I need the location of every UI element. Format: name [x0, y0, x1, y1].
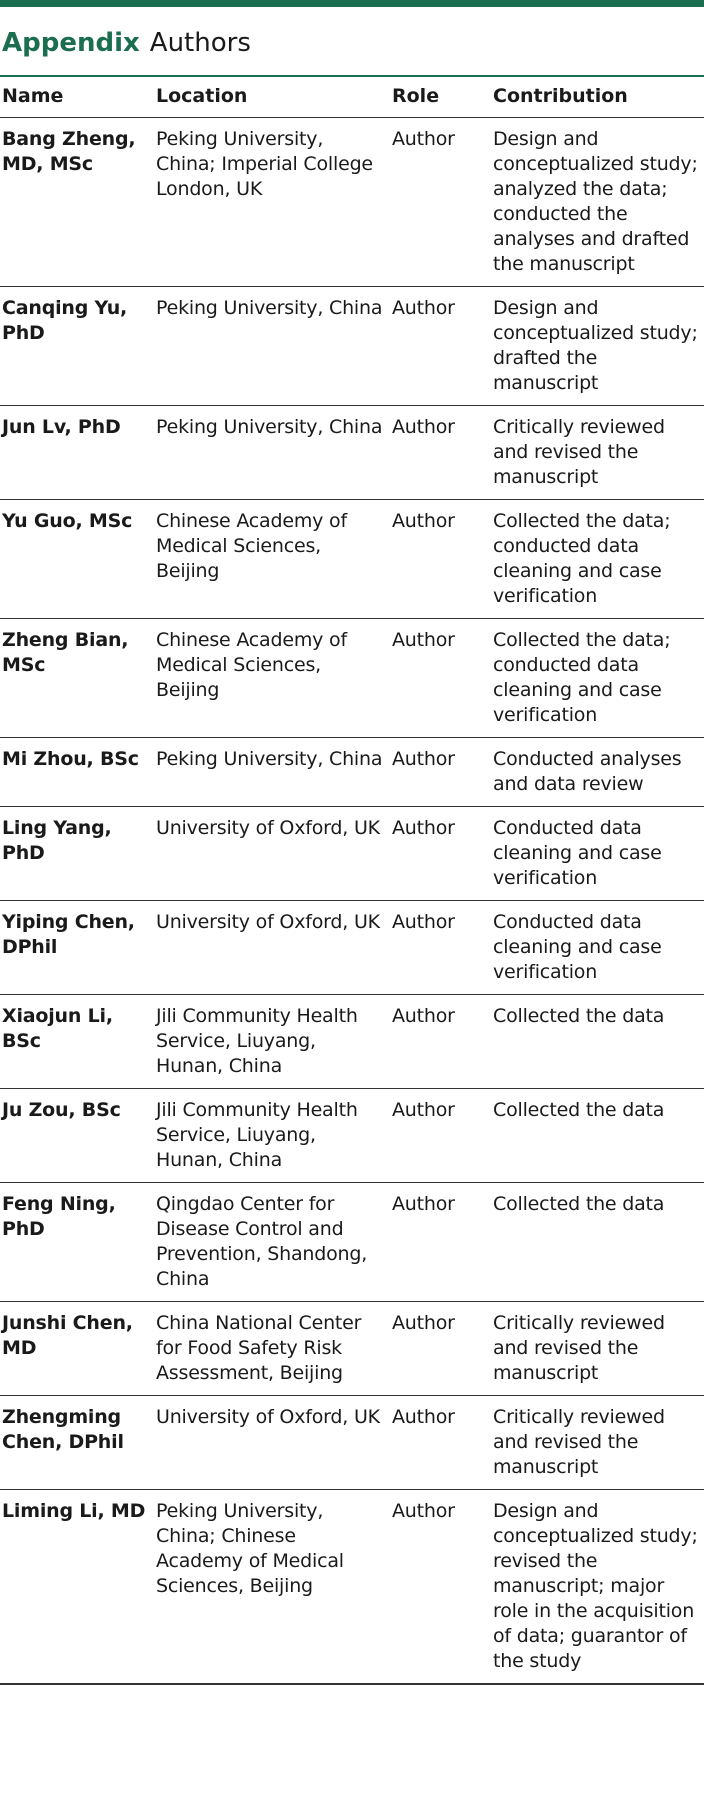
table-row	[0, 901, 704, 995]
column-header-contribution: Contribution	[493, 77, 704, 118]
cell-location: Jili Community Health Service, Liuyang, Hunan, China	[156, 995, 392, 1089]
cell-name: Zhengming Chen, DPhil	[0, 1396, 156, 1490]
cell-contribution: Design and conceptualized study; drafted the manuscript	[493, 287, 704, 406]
cell-role: Author	[392, 1183, 493, 1302]
table-row	[0, 287, 704, 406]
cell-name: Feng Ning, PhD	[0, 1183, 156, 1302]
column-header-role: Role	[392, 77, 493, 118]
table-row	[0, 1302, 704, 1396]
cell-role: Author	[392, 807, 493, 901]
table-row	[0, 1396, 704, 1490]
cell-name: Canqing Yu, PhD	[0, 287, 156, 406]
cell-name: Liming Li, MD	[0, 1490, 156, 1685]
cell-contribution: Collected the data	[493, 1089, 704, 1183]
cell-contribution: Conducted data cleaning and case verification	[493, 901, 704, 995]
cell-contribution: Conducted data cleaning and case verification	[493, 807, 704, 901]
cell-location: China National Center for Food Safety Risk Assessment, Beijing	[156, 1302, 392, 1396]
cell-role: Author	[392, 1490, 493, 1685]
cell-location: Jili Community Health Service, Liuyang, Hunan, China	[156, 1089, 392, 1183]
cell-location: Peking University, China	[156, 738, 392, 807]
cell-name: Xiaojun Li, BSc	[0, 995, 156, 1089]
cell-contribution: Design and conceptualized study; revised the manuscript; major role in the acquisition of data; guarantor of the study	[493, 1490, 704, 1685]
cell-name: Yu Guo, MSc	[0, 500, 156, 619]
top-accent-bar	[0, 0, 704, 7]
cell-contribution: Design and conceptualized study; analyzed the data; conducted the analyses and drafted the manuscript	[493, 118, 704, 287]
cell-location: University of Oxford, UK	[156, 807, 392, 901]
cell-role: Author	[392, 995, 493, 1089]
table-header-row	[0, 77, 704, 118]
cell-contribution: Critically reviewed and revised the manuscript	[493, 1396, 704, 1490]
cell-contribution: Conducted analyses and data review	[493, 738, 704, 807]
cell-contribution: Collected the data; conducted data cleaning and case verification	[493, 500, 704, 619]
cell-role: Author	[392, 1396, 493, 1490]
cell-role: Author	[392, 500, 493, 619]
cell-name: Ju Zou, BSc	[0, 1089, 156, 1183]
cell-contribution: Collected the data; conducted data cleaning and case verification	[493, 619, 704, 738]
cell-role: Author	[392, 619, 493, 738]
cell-location: Peking University, China; Imperial College London, UK	[156, 118, 392, 287]
cell-name: Yiping Chen, DPhil	[0, 901, 156, 995]
cell-role: Author	[392, 1089, 493, 1183]
cell-role: Author	[392, 1302, 493, 1396]
table-row	[0, 1089, 704, 1183]
table-row	[0, 406, 704, 500]
cell-role: Author	[392, 901, 493, 995]
column-header-name: Name	[0, 77, 156, 118]
cell-contribution: Critically reviewed and revised the manuscript	[493, 1302, 704, 1396]
table-row	[0, 995, 704, 1089]
cell-name: Ling Yang, PhD	[0, 807, 156, 901]
cell-role: Author	[392, 287, 493, 406]
cell-name: Junshi Chen, MD	[0, 1302, 156, 1396]
cell-location: Peking University, China	[156, 406, 392, 500]
cell-role: Author	[392, 118, 493, 287]
cell-location: University of Oxford, UK	[156, 901, 392, 995]
table-row	[0, 807, 704, 901]
cell-role: Author	[392, 406, 493, 500]
table-row	[0, 619, 704, 738]
table-row	[0, 118, 704, 287]
cell-name: Mi Zhou, BSc	[0, 738, 156, 807]
cell-location: Qingdao Center for Disease Control and Prevention, Shandong, China	[156, 1183, 392, 1302]
page-title	[2, 26, 251, 60]
cell-location: Peking University, China	[156, 287, 392, 406]
cell-location: University of Oxford, UK	[156, 1396, 392, 1490]
column-header-location: Location	[156, 77, 392, 118]
cell-location: Peking University, China; Chinese Academy of Medical Sciences, Beijing	[156, 1490, 392, 1685]
title-label: Appendix	[2, 28, 140, 58]
cell-name: Zheng Bian, MSc	[0, 619, 156, 738]
cell-location: Chinese Academy of Medical Sciences, Beijing	[156, 500, 392, 619]
table-row	[0, 500, 704, 619]
cell-name: Bang Zheng, MD, MSc	[0, 118, 156, 287]
cell-location: Chinese Academy of Medical Sciences, Beijing	[156, 619, 392, 738]
cell-contribution: Collected the data	[493, 1183, 704, 1302]
title-text: Authors	[149, 28, 251, 58]
authors-table	[0, 77, 704, 1685]
cell-contribution: Critically reviewed and revised the manuscript	[493, 406, 704, 500]
cell-role: Author	[392, 738, 493, 807]
cell-name: Jun Lv, PhD	[0, 406, 156, 500]
table-row	[0, 1490, 704, 1685]
table-row	[0, 1183, 704, 1302]
table-row	[0, 738, 704, 807]
cell-contribution: Collected the data	[493, 995, 704, 1089]
